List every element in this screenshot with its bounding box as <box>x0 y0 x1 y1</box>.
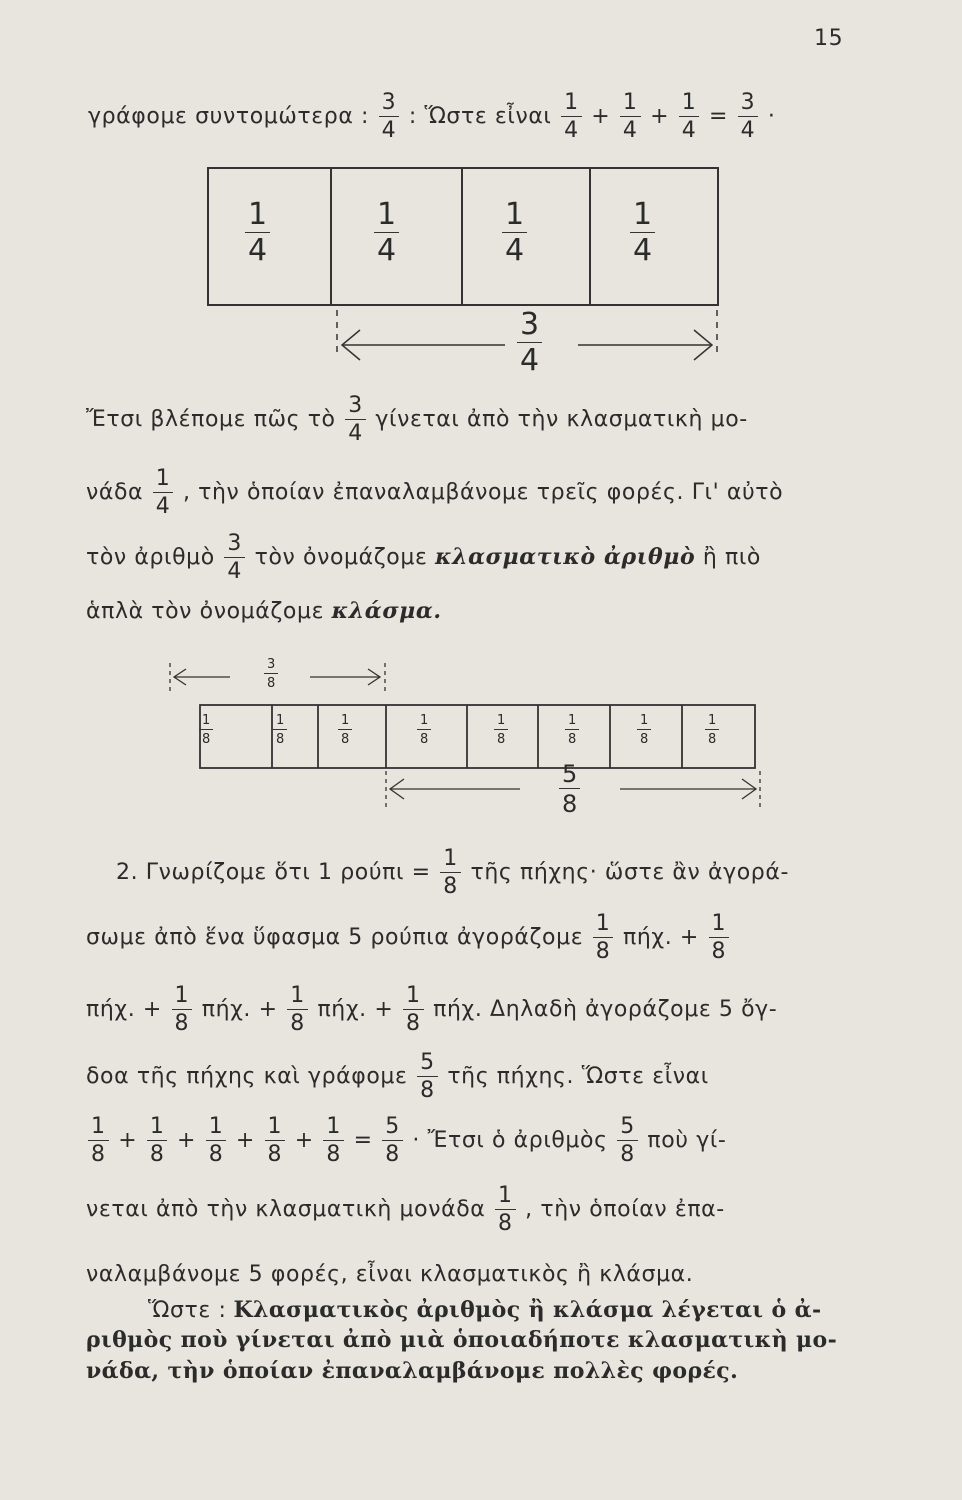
text: 2. Γνωρίζομε ὅτι 1 ρούπι = <box>116 860 431 885</box>
equals-sign: = <box>353 1128 373 1153</box>
para2-line6 <box>86 1185 725 1235</box>
fraction: $\frac{1}{4}$ <box>153 468 174 518</box>
text: νεται ἀπὸ τὴν κλασματικὴ μονάδα <box>86 1197 486 1222</box>
text: πήχ. + <box>317 997 394 1022</box>
quarter-cell-label: $\frac{1}{4}$ <box>243 200 272 266</box>
plus-sign: + <box>650 104 670 129</box>
eighth-cell-label: $\frac{1}{8}$ <box>492 714 510 746</box>
eighth-cell-label: $\frac{1}{8}$ <box>415 714 433 746</box>
eighth-cell-label: $\frac{1}{8}$ <box>563 714 581 746</box>
text: γίνεται ἀπὸ τὴν κλασματικὴ μο- <box>375 407 748 432</box>
text: · Ἔτσι ὁ ἀριθμὸς <box>412 1128 608 1153</box>
definition-line1 <box>148 1297 822 1323</box>
text: πήχ. + <box>86 997 162 1022</box>
text: ποὺ γί- <box>647 1128 727 1153</box>
fraction: $\frac{1}{8}$ <box>403 985 424 1035</box>
fraction: $\frac{1}{8}$ <box>709 913 730 963</box>
text: τὸν ἀριθμὸ <box>86 545 215 570</box>
fraction: $\frac{3}{4}$ <box>738 92 759 142</box>
fraction: $\frac{1}{8}$ <box>323 1116 344 1166</box>
fraction: $\frac{1}{8}$ <box>495 1185 516 1235</box>
text: τὸν ὀνομάζομε <box>254 545 428 570</box>
text: σωμε ἀπὸ ἕνα ὕφασμα 5 ρούπια ἀγοράζομε <box>86 925 584 950</box>
fraction: $\frac{1}{8}$ <box>593 913 614 963</box>
text: ἢ πιὸ <box>702 545 761 570</box>
fraction: $\frac{1}{4}$ <box>561 92 582 142</box>
text: νάδα <box>86 480 144 505</box>
text: , τὴν ὁποίαν ἐπα- <box>525 1197 725 1222</box>
eighth-cell-label: $\frac{1}{8}$ <box>336 714 354 746</box>
intro-text: γράφομε συντομώτερα : <box>88 104 370 129</box>
fraction: $\frac{3}{4}$ <box>345 395 366 445</box>
quarter-cell-label: $\frac{1}{4}$ <box>500 200 529 266</box>
text: πήχ. Δηλαδὴ ἀγοράζομε 5 ὄγ- <box>433 997 778 1022</box>
fraction: $\frac{1}{8}$ <box>147 1116 168 1166</box>
intro-text: : Ὥστε εἶναι <box>408 104 552 129</box>
fraction: $\frac{5}{8}$ <box>617 1116 638 1166</box>
fraction: $\frac{5}{8}$ <box>382 1116 403 1166</box>
plus-sign: + <box>177 1128 197 1153</box>
period: · <box>767 104 776 129</box>
definition-text: Κλασματικὸς ἀριθμὸς ἢ κλάσμα λέγεται ὁ ἀ- <box>233 1297 822 1323</box>
para1-line4 <box>86 598 442 624</box>
eighths-top-label: $\frac{3}{8}$ <box>262 658 280 690</box>
definition-line2: ριθμὸς ποὺ γίνεται ἀπὸ μιὰ ὁποιαδήποτε κλασματικὴ μο- <box>86 1327 838 1353</box>
para2-line2 <box>86 913 731 963</box>
eighths-bottom-label: $\frac{5}{8}$ <box>557 762 582 816</box>
quarter-cell-label: $\frac{1}{4}$ <box>372 200 401 266</box>
plus-sign: + <box>294 1128 314 1153</box>
fraction: $\frac{5}{8}$ <box>417 1052 438 1102</box>
para2-line4 <box>86 1052 709 1102</box>
page-number: 15 <box>814 26 844 51</box>
emphasis-text: κλάσμα. <box>331 598 442 624</box>
equals-sign: = <box>708 104 729 129</box>
text: τῆς πήχης. Ὥστε εἶναι <box>447 1064 709 1089</box>
text: Ὥστε : <box>148 1298 227 1323</box>
quarters-lines <box>200 160 740 400</box>
fraction: $\frac{3}{4}$ <box>224 533 245 583</box>
plus-sign: + <box>118 1128 138 1153</box>
fraction: $\frac{1}{8}$ <box>172 985 193 1035</box>
fraction: $\frac{1}{8}$ <box>265 1116 286 1166</box>
fraction: $\frac{1}{4}$ <box>679 92 700 142</box>
para2-line5 <box>86 1116 726 1166</box>
intro-line <box>88 92 775 142</box>
para2-line3 <box>86 985 777 1035</box>
plus-sign: + <box>235 1128 255 1153</box>
quarter-cell-label: $\frac{1}{4}$ <box>628 200 657 266</box>
fraction: $\frac{1}{8}$ <box>287 985 308 1035</box>
plus-sign: + <box>591 104 611 129</box>
text: τῆς πήχης· ὥστε ἂν ἀγορά- <box>470 860 789 885</box>
para2-line7: ναλαμβάνομε 5 φορές, εἶναι κλασματικὸς ἢ κλάσμα. <box>86 1262 694 1287</box>
para1-line1 <box>86 395 748 445</box>
fraction: $\frac{1}{4}$ <box>620 92 641 142</box>
text: δοα τῆς πήχης καὶ γράφομε <box>86 1064 408 1089</box>
text: Ἔτσι βλέπομε πῶς τὸ <box>86 407 336 432</box>
definition-line3: νάδα, τὴν ὁποίαν ἐπαναλαμβάνομε πολλὲς φορές. <box>86 1358 739 1384</box>
eighth-cell-label: $\frac{1}{8}$ <box>635 714 653 746</box>
eighth-cell-label: $\frac{1}{8}$ <box>197 714 215 746</box>
eighth-cell-label: $\frac{1}{8}$ <box>703 714 721 746</box>
text: ἁπλὰ τὸν ὀνομάζομε <box>86 599 325 624</box>
eighths-lines <box>160 655 770 825</box>
text: πήχ. + <box>623 925 699 950</box>
para1-line2 <box>86 468 783 518</box>
para2-line1 <box>116 848 789 898</box>
fraction: $\frac{1}{8}$ <box>206 1116 227 1166</box>
fraction: $\frac{1}{8}$ <box>88 1116 109 1166</box>
para1-line3 <box>86 533 761 583</box>
emphasis-text: κλασματικὸ ἀριθμὸ <box>435 544 696 570</box>
fraction: $\frac{3}{4}$ <box>379 92 400 142</box>
quarters-span-label: $\frac{3}{4}$ <box>515 310 544 376</box>
text: πήχ. + <box>201 997 278 1022</box>
eighth-cell-label: $\frac{1}{8}$ <box>271 714 289 746</box>
fraction: $\frac{1}{8}$ <box>440 848 461 898</box>
text: , τὴν ὁποίαν ἐπαναλαμβάνομε τρεῖς φορές. Γι' αὐτὸ <box>182 480 784 505</box>
